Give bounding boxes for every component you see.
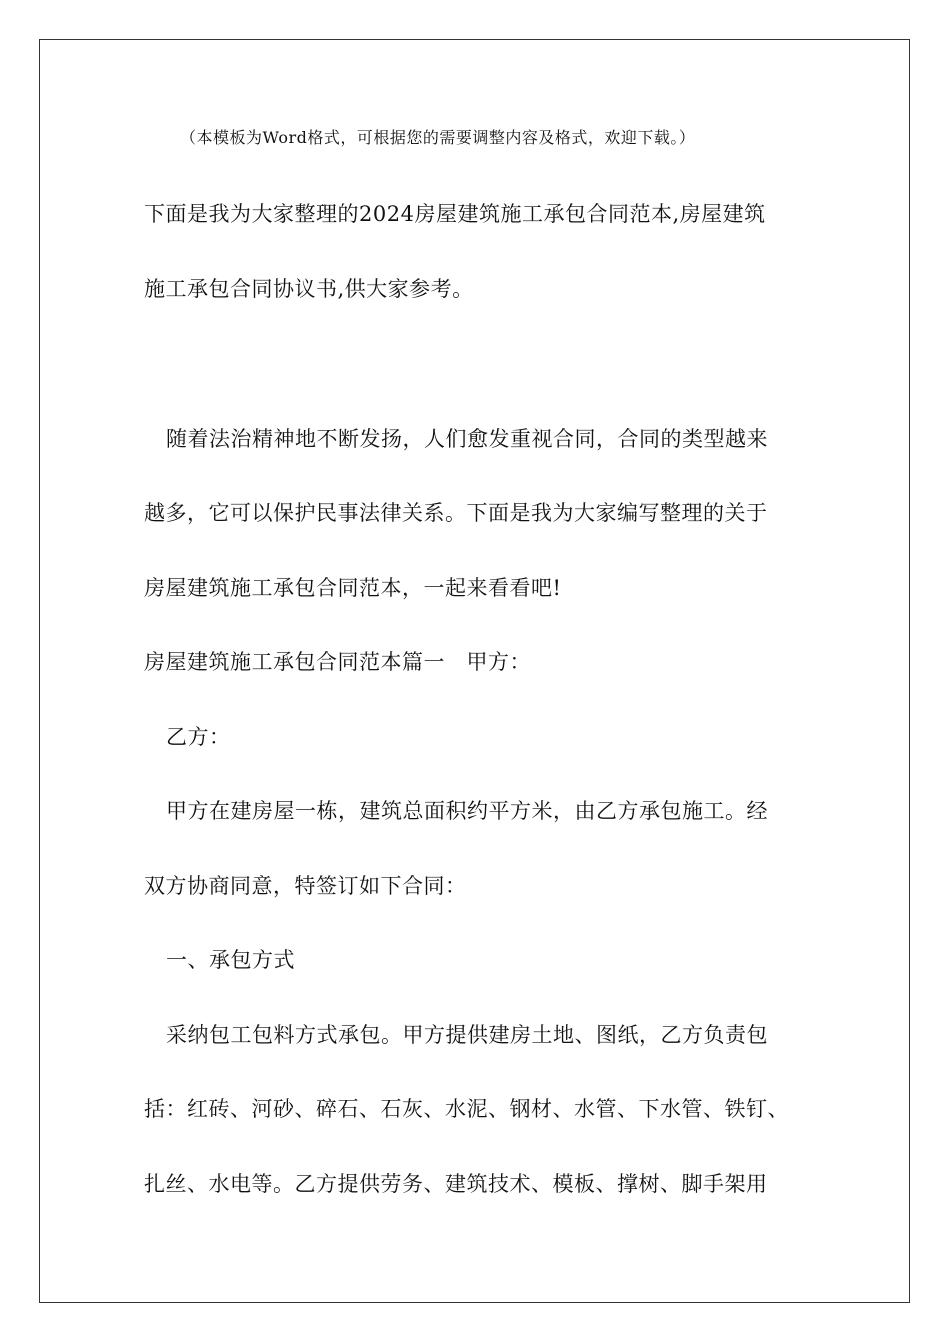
intro-line-1: 下面是我为大家整理的2024房屋建筑施工承包合同范本,房屋建筑 (144, 202, 766, 226)
template-notice: （本模板为Word格式，可根据您的需要调整内容及格式，欢迎下载。） (180, 128, 696, 147)
contract-intro-line-1: 甲方在建房屋一栋，建筑总面积约平方米，由乙方承包施工。经 (166, 799, 768, 823)
section-heading: 房屋建筑施工承包合同范本篇一 甲方： (144, 650, 531, 674)
party-b-label: 乙方： (166, 725, 231, 749)
clause-line-3: 扎丝、水电等。乙方提供劳务、建筑技术、模板、撑树、脚手架用 (144, 1172, 768, 1196)
clause-heading: 一、承包方式 (166, 948, 295, 972)
intro-line-2: 施工承包合同协议书,供大家参考。 (144, 277, 474, 301)
paragraph-line-1: 随着法治精神地不断发扬，人们愈发重视合同，合同的类型越来 (166, 427, 768, 451)
paragraph-line-2: 越多，它可以保护民事法律关系。下面是我为大家编写整理的关于 (144, 501, 768, 525)
paragraph-line-3: 房屋建筑施工承包合同范本，一起来看看吧! (144, 576, 562, 600)
contract-intro-line-2: 双方协商同意，特签订如下合同： (144, 874, 467, 898)
clause-line-2: 括：红砖、河砂、碎石、石灰、水泥、钢材、水管、下水管、铁钉、 (144, 1097, 789, 1121)
clause-line-1: 采纳包工包料方式承包。甲方提供建房土地、图纸，乙方负责包 (166, 1023, 768, 1047)
